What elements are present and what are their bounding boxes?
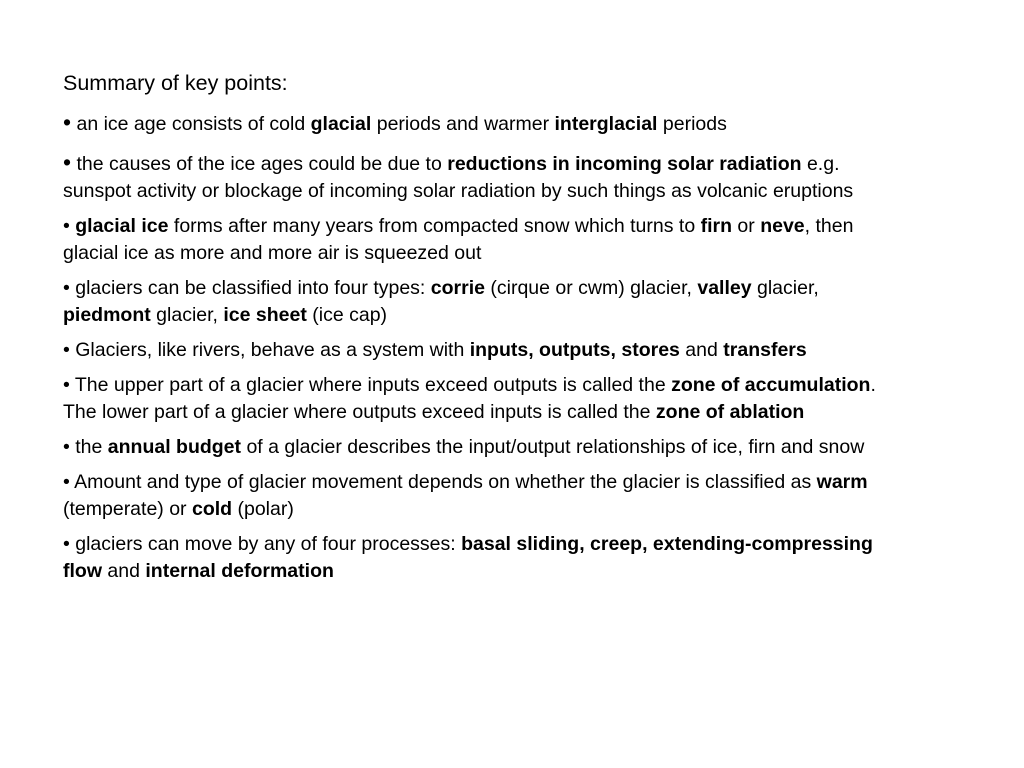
text-segment: the — [69, 436, 108, 458]
text-segment: of a glacier describes the input/output relationships of ice, firn and snow — [241, 436, 865, 458]
bullet-icon: • — [63, 374, 70, 396]
key-point-line — [63, 149, 1019, 178]
bullet-icon: • — [63, 339, 70, 361]
text-segment: glaciers can be classified into four types: — [69, 277, 431, 299]
key-term: glacial — [310, 113, 372, 135]
bullet-icon: • — [63, 533, 70, 555]
text-segment: glacial ice as more and more air is squeezed out — [63, 242, 482, 264]
text-segment: The upper part of a glacier where inputs exceed outputs is called the — [69, 374, 672, 396]
key-point — [63, 469, 1019, 523]
text-segment: forms after many years from compacted snow which turns to — [168, 215, 701, 237]
key-point-line — [63, 496, 1019, 523]
key-term: cold — [191, 498, 233, 520]
key-point — [63, 275, 1019, 329]
key-term: ice sheet — [223, 304, 307, 326]
key-point — [63, 434, 1019, 461]
key-point-line — [63, 275, 1019, 302]
bullet-icon: • — [63, 149, 72, 175]
key-point-line — [63, 213, 1019, 240]
key-point-line — [63, 178, 1019, 205]
bullet-icon: • — [63, 109, 72, 135]
text-segment: sunspot activity or blockage of incoming solar radiation by such things as volcanic eruptions — [63, 180, 854, 202]
text-segment: (polar) — [232, 498, 294, 520]
key-point — [63, 109, 1019, 138]
text-segment: . — [870, 374, 876, 396]
key-points-list — [63, 109, 1019, 585]
text-segment: the causes of the ice ages could be due to — [71, 153, 448, 175]
key-point-line — [63, 240, 1019, 267]
text-segment: periods and warmer — [371, 113, 555, 135]
key-term: zone of accumulation — [671, 374, 871, 396]
key-term: flow — [63, 560, 102, 582]
key-term: annual budget — [107, 436, 242, 458]
key-point-line — [63, 531, 1019, 558]
text-segment: The lower part of a glacier where outputs exceed inputs is called the — [63, 401, 656, 423]
key-point — [63, 213, 1019, 267]
key-term: zone of ablation — [655, 401, 805, 423]
key-point-line — [63, 434, 1019, 461]
key-point — [63, 149, 1019, 205]
text-segment: and — [679, 339, 724, 361]
slide-content — [63, 68, 1019, 593]
text-segment: glaciers can move by any of four processes: — [69, 533, 462, 555]
bullet-icon: • — [63, 436, 70, 458]
key-term: basal sliding, creep, extending-compressing — [461, 533, 873, 555]
key-term: inputs, outputs, stores — [469, 339, 680, 361]
key-term: piedmont — [63, 304, 151, 326]
key-point-line — [63, 558, 1019, 585]
key-term: firn — [700, 215, 733, 237]
bullet-icon: • — [63, 277, 70, 299]
key-term: valley — [697, 277, 752, 299]
text-segment: (temperate) or — [63, 498, 192, 520]
bullet-icon: • — [63, 471, 70, 493]
key-point — [63, 372, 1019, 426]
key-term: internal deformation — [145, 560, 334, 582]
key-term: reductions in incoming solar radiation — [447, 153, 802, 175]
slide-heading: Summary of key points: — [63, 71, 288, 95]
text-segment: e.g. — [801, 153, 840, 175]
text-segment: an ice age consists of cold — [71, 113, 311, 135]
text-segment: glacier, — [751, 277, 819, 299]
key-term: neve — [760, 215, 805, 237]
key-point-line — [63, 372, 1019, 399]
text-segment: , then — [804, 215, 854, 237]
key-point — [63, 531, 1019, 585]
text-segment: (cirque or cwm) glacier, — [484, 277, 698, 299]
key-term: transfers — [723, 339, 807, 361]
text-segment: (ice cap) — [306, 304, 388, 326]
bullet-icon: • — [63, 215, 70, 237]
key-point — [63, 337, 1019, 364]
text-segment: and — [102, 560, 146, 582]
key-term: glacial ice — [75, 215, 169, 237]
key-term: corrie — [430, 277, 485, 299]
key-point-line — [63, 399, 1019, 426]
key-point-line — [63, 469, 1019, 496]
text-segment: Glaciers, like rivers, behave as a system with — [69, 339, 470, 361]
key-point-line — [63, 109, 1019, 138]
key-term: interglacial — [554, 113, 658, 135]
text-segment: glacier, — [150, 304, 224, 326]
key-point-line — [63, 337, 1019, 364]
key-point-line — [63, 302, 1019, 329]
text-segment: or — [732, 215, 761, 237]
text-segment: periods — [657, 113, 727, 135]
key-term: warm — [816, 471, 868, 493]
text-segment: Amount and type of glacier movement depends on whether the glacier is classified as — [69, 471, 817, 493]
